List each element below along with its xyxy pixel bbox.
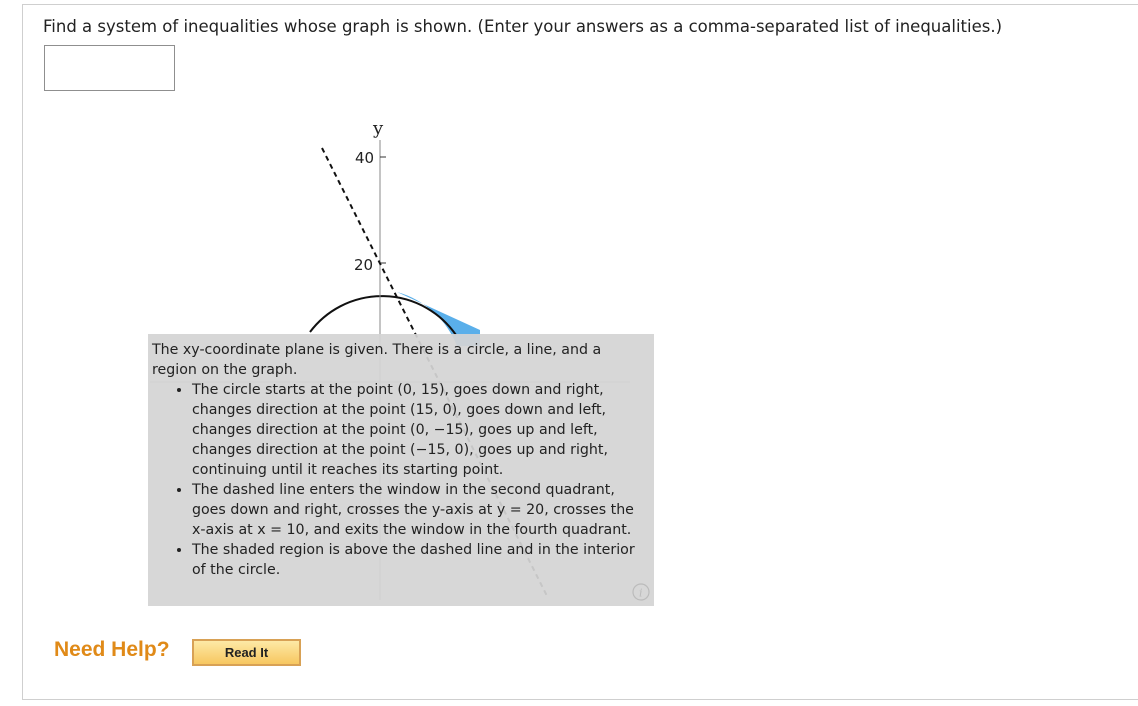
description-list [152, 380, 648, 580]
description-item-region: • The shaded region is above the dashed line and in the interior of the circle. [192, 540, 648, 580]
description-intro: The xy-coordinate plane is given. There is a circle, a line, and a region on the graph. [152, 342, 602, 378]
info-icon[interactable] [632, 583, 650, 601]
description-item-line: • The dashed line enters the window in the second quadrant, goes down and right, crosses the y-axis at y = 20, crosses the x-axis at x = 10, and exits the window in the fourth quadrant. [192, 480, 648, 540]
y-axis-label: y [373, 118, 384, 139]
read-it-button[interactable]: Read It [192, 639, 301, 666]
y-tick-label-40: 40 [355, 149, 375, 167]
need-help-label: Need Help? [54, 638, 170, 661]
circle [310, 296, 456, 335]
question-prompt: Find a system of inequalities whose graph is shown. (Enter your answers as a comma-separated list of inequalities.) [43, 17, 1003, 36]
y-tick-label-20: 20 [354, 256, 374, 274]
graph-description-panel [148, 334, 654, 606]
svg-text:i: i [639, 586, 643, 600]
description-item-circle: • The circle starts at the point (0, 15), goes down and right, changes direction at the point (15, 0), goes down and left, changes direction at the point (0, −15), goes up and left, changes direction at the point (−15, 0), goes up and right, continuing until it reaches its starting point. [192, 380, 648, 480]
